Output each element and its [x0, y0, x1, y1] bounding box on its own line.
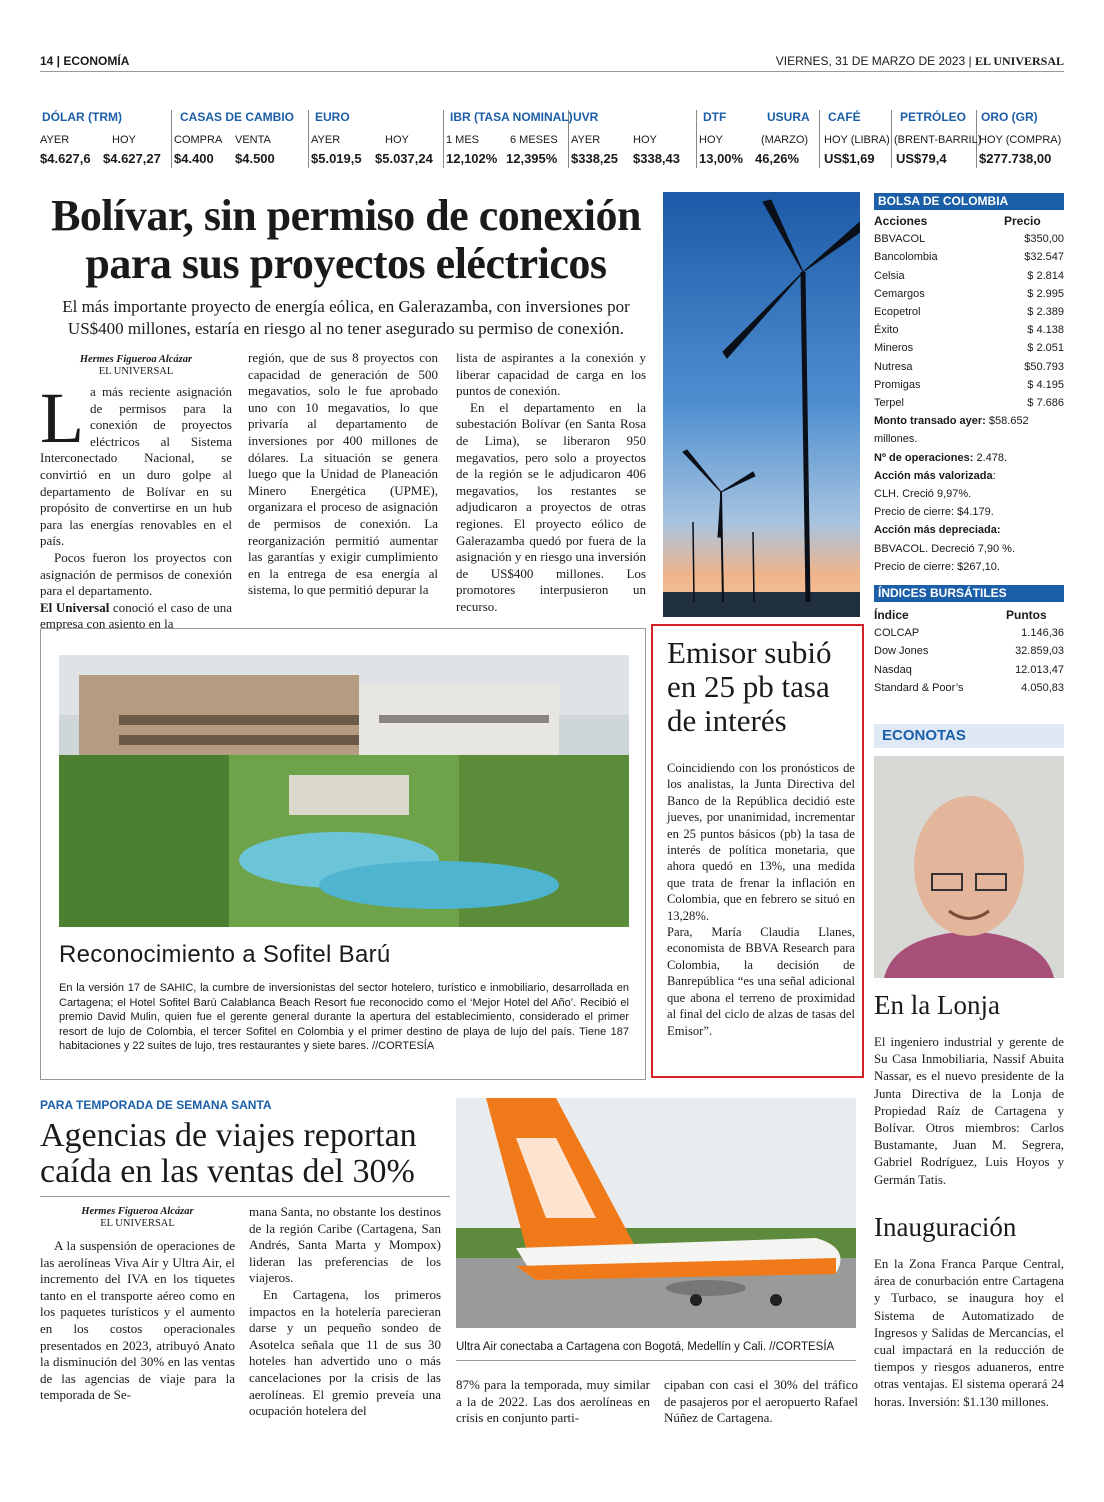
agencias-column-1: Hermes Figueroa Alcázar EL UNIVERSAL A la suspensión de operaciones de las aerolíneas Viva Air y Ultra Air, el incremento del IVA en los tiquetes tanto en el transporte aéreo como en los paquetes turísticos y el aumento en los costos operacionales presentados en 2023, atribuyó Anato la disminución del 30% en las ventas de las agencias de viaje para la temporada de Se- — [40, 1206, 235, 1403]
inauguracion-text: En la Zona Franca Parque Central, área de conurbación entre Cartagena y Turbaco, se inaugura hoy el Sistema de Automatizado de Ingresos y Salidas de Mercancías, el cual impactará en la reducción de tiempos y riesgos aduaneros, entre otras ventajas. El sistema operará 24 horas. Inversión: $1.130 millones. — [874, 1257, 1064, 1409]
row-value: $ 7.686 — [1027, 397, 1064, 410]
ticker-uvr: UVR AYER HOY $338,25 $338,43 — [569, 110, 697, 168]
caption-rule — [456, 1360, 856, 1361]
lead-column-1: Hermes Figueroa Alcázar EL UNIVERSAL L a más reciente asignación de permisos para la conexión de proyectos eléctricos al Sistema Interconectado Nacional, se convirtió en un duro golpe al departamento de Bolívar en su propósito de convertirse en un hub para las energías renovables en el país. Pocos fueron los proyectos con asignación de permisos de conexión para el departamento. El Universal conoció el caso de una empresa con asiento en la — [40, 354, 232, 632]
row-label: Éxito — [874, 324, 899, 337]
ticker-oro: ORO (GR) HOY (COMPRA) $277.738,00 — [979, 110, 1062, 166]
row-label: Promigas — [874, 378, 921, 391]
inauguracion-headline: Inauguración — [874, 1212, 1017, 1242]
lonja-text: El ingeniero industrial y gerente de Su Casa Inmobiliaria, Nassif Abuita Nassar, es el nuevo presidente de la Junta Directiva de la Lonja de Propiedad Raíz de Cartagena y Bolívar. Otros miembros: Carlos Bustamante, Juan M. Segrera, Gabriel Rodríguez, Luis Hoyos y Germán Tatis. — [874, 1035, 1064, 1187]
airplane-caption: Ultra Air conectaba a Cartagena con Bogotá, Medellín y Cali. //CORTESÍA — [456, 1341, 835, 1353]
emisor-box — [651, 624, 864, 1078]
ticker-euro: EURO AYER HOY $5.019,5 $5.037,24 — [309, 110, 444, 168]
row-value: $ 2.389 — [1027, 306, 1064, 319]
table-row — [874, 661, 1064, 679]
portrait-photo — [874, 756, 1064, 978]
row-value: $ 2.051 — [1027, 342, 1064, 355]
row-value: $ 2.814 — [1027, 269, 1064, 282]
table-row — [874, 679, 1064, 697]
hotel-photo — [59, 655, 629, 927]
agencias-kicker: PARA TEMPORADA DE SEMANA SANTA — [40, 1098, 272, 1112]
row-value: $ 4.195 — [1027, 378, 1064, 391]
agencias-column-2: mana Santa, no obstante los destinos de la región Caribe (Cartagena, San Andrés, Santa Marta y Mompox) lideran las preferencias de los viajeros. En Cartagena, los primeros impactos en la hotelería parecieran darse y un pequeño sondeo de Asotelca señala que 11 de sus 30 hoteles han advertido uno o más cancelaciones por la crisis de las aerolíneas. El gremio preveía una ocupación hotelera del — [249, 1204, 441, 1419]
row-label: Cemargos — [874, 287, 925, 300]
row-value: 12.013,47 — [1015, 663, 1064, 676]
lead-column-3: lista de aspirantes a la conexión y liberar capacidad de carga en los puntos de conexión. En el departamento en la subestación Bolívar (en Santa Rosa de Lima), se liberaron 950 megavatios, pero solo a proyectos de la región se le adjudicaron 406 megavatios, los restantes se adjudicaron a proyectos de otras regiones. El proyecto eólico de Galerazamba quedó por fuera de la asignación y en riesgo una inversión de US$400 millones. Los promotores interpusieron un recurso. — [456, 350, 646, 614]
row-label: Nutresa — [874, 360, 913, 373]
row-value: 4.050,83 — [1021, 681, 1064, 694]
section-label: 14 | ECONOMÍA — [40, 54, 130, 68]
row-value: $50.793 — [1024, 360, 1064, 373]
byline: Hermes Figueroa Alcázar EL UNIVERSAL — [79, 354, 193, 377]
lonja-headline: En la Lonja — [874, 990, 1000, 1020]
lead-column-2: región, que de sus 8 proyectos con capacidad de generación de 500 megavatios, solo le fue aprobado uno con 10 megavatios, lo que privaría al departamento de inversiones por 400 millones de dólares. La situación se genera luego que la Unidad de Planeación Minero Energética (UPME), organizara el proceso de asignación de permisos de conexión. La reorganización permitió aumentar las garantías y exigir cumplimiento en la entrega de esa energía al sistema, lo que permitió depurar la — [248, 350, 438, 598]
row-value: $ 2.995 — [1027, 287, 1064, 300]
row-label: Dow Jones — [874, 645, 929, 658]
table-row — [874, 339, 1064, 357]
row-value: $ 4.138 — [1027, 324, 1064, 337]
indices-title: ÍNDICES BURSÁTILES — [874, 585, 1064, 602]
row-label: Nasdaq — [874, 663, 912, 676]
indices-panel — [874, 585, 1064, 697]
table-row — [874, 376, 1064, 394]
sofitel-text: En la versión 17 de SAHIC, la cumbre de inversionistas del sector hotelero, turístico e inmobiliario, desarrollada en Cartagena; el Hotel Sofitel Barú Calablanca Beach Resort fue reconocido como el ‘Mejor Hotel del Año’. Recibió el premio David Mulin, quien fue el gerente general durante la apertura del establecimiento, considerado el primer resort de lujo de Colombia, el tercer Sofitel en Colombia y el primer destino de playa de lujo del país. Tiene 187 habitaciones y 22 suites de lujo, tres restaurantes y siete bares. //CORTESÍA — [59, 982, 629, 1052]
emisor-text: Coincidiendo con los pronósticos de los analistas, la Junta Directiva del Banco de la República decidió este jueves, por unanimidad, incrementar en 25 puntos básicos (pb) la tasa de interés de política monetaria, que ahora quedó en 13%, una medida que trata de frenar la inflación en Colombia, que en febrero se situó en 13,28%. Para, María Claudia Llanes, economista de BBVA Research para Colombia, la decisión de Banrepública “es una señal adicional que abona el terreno de proximidad al final del ciclo de alzas de tasas del Emisor”. — [667, 761, 855, 1038]
drop-cap: L — [40, 378, 84, 458]
row-label: Ecopetrol — [874, 306, 921, 319]
ticker-cafe: CAFÉ HOY (LIBRA) US$1,69 — [820, 110, 892, 168]
row-label: Bancolombia — [874, 251, 938, 264]
row-value: 32.859,03 — [1015, 645, 1064, 658]
row-label: Standard & Poor’s — [874, 681, 964, 694]
emisor-headline: Emisor subió en 25 pb tasa de interés — [667, 635, 832, 738]
sofitel-box — [40, 628, 646, 1080]
lead-headline: Bolívar, sin permiso de conexión para sus proyectos eléctricos — [51, 191, 641, 288]
paper-name: EL UNIVERSAL — [974, 54, 1064, 68]
indices-table: Índice Puntos COLCAP 1.146,36 Dow Jones 32.859,03 Nasdaq 12.013,47 Standard & Poor’s 4.050,83 — [874, 606, 1064, 697]
ticker-petroleo: PETRÓLEO (BRENT-BARRIL) US$79,4 — [894, 110, 982, 166]
ticker-ibr: IBR (TASA NOMINAL) 1 MES 6 MESES 12,102% 12,395% — [446, 110, 573, 166]
row-label: COLCAP — [874, 627, 920, 640]
lead-dek: El más importante proyecto de energía eólica, en Galerazamba, con inversiones por US$400 millones, estaría en riesgo al no tener asegurado su permiso de conexión. — [62, 297, 630, 338]
sofitel-headline: Reconocimiento a Sofitel Barú — [59, 941, 391, 968]
table-row — [874, 267, 1064, 285]
table-row — [874, 394, 1064, 412]
ticker-dolar: DÓLAR (TRM) AYER HOY $4.627,6 $4.627,27 — [40, 110, 172, 168]
table-row — [874, 321, 1064, 339]
table-row — [874, 358, 1064, 376]
row-value: $350,00 — [1024, 233, 1064, 246]
bolsa-title: BOLSA DE COLOMBIA — [874, 193, 1064, 210]
ticker-dtf-usura: DTF USURA HOY (MARZO) 13,00% 46,26% — [697, 110, 820, 168]
market-ticker — [40, 110, 1064, 170]
table-row — [874, 624, 1064, 642]
ticker-casas: CASAS DE CAMBIO COMPRA VENTA $4.400 $4.500 — [172, 110, 309, 168]
page-header — [40, 52, 1064, 72]
agencias-rule — [40, 1196, 450, 1197]
agencias-column-3: 87% para la temporada, muy similar a la de 2022. Las dos aerolíneas en crisis en conjunto parti- — [456, 1377, 650, 1426]
table-row — [874, 248, 1064, 266]
agencias-column-4: cipaban con casi el 30% del tráfico de pasajeros por el aeropuerto Rafael Núñez de Cartagena. — [664, 1377, 858, 1426]
econotas-header: ECONOTAS — [874, 724, 1064, 748]
date-line: VIERNES, 31 DE MARZO DE 2023 | EL UNIVERSAL — [775, 54, 1064, 68]
table-row — [874, 285, 1064, 303]
row-label: Terpel — [874, 397, 904, 410]
row-value: $32.547 — [1024, 251, 1064, 264]
table-row — [874, 642, 1064, 660]
row-label: BBVACOL — [874, 233, 926, 246]
table-row — [874, 230, 1064, 248]
row-value: 1.146,36 — [1021, 627, 1064, 640]
bolsa-panel — [874, 193, 1064, 576]
airplane-photo — [456, 1098, 856, 1328]
row-label: Mineros — [874, 342, 914, 355]
agencias-headline: Agencias de viajes reportan caída en las ventas del 30% — [40, 1117, 417, 1190]
stock-table: Acciones Precio BBVACOL $350,00 Bancolombia $32.547 Celsia $ 2.814 Cemargos $ 2.995 Ecopetrol $ 2.389 Éxito $ 4.138 Mineros $ 2.051 Nutresa $50.793 Promigas $ 4.195 Terpel $ 7.686 Monto transado ayer: $58.652 millones. Nº de operaciones: 2.478. Acción más valorizada: CLH. Creció 9,97%. Precio de cierre: $4.179. Acción más depreciada: BBVACOL. Decreció 7,90 %. Precio de cierre: $267,10. — [874, 214, 1064, 573]
row-label: Celsia — [874, 269, 905, 282]
wind-turbine-photo — [663, 192, 860, 617]
table-row — [874, 303, 1064, 321]
